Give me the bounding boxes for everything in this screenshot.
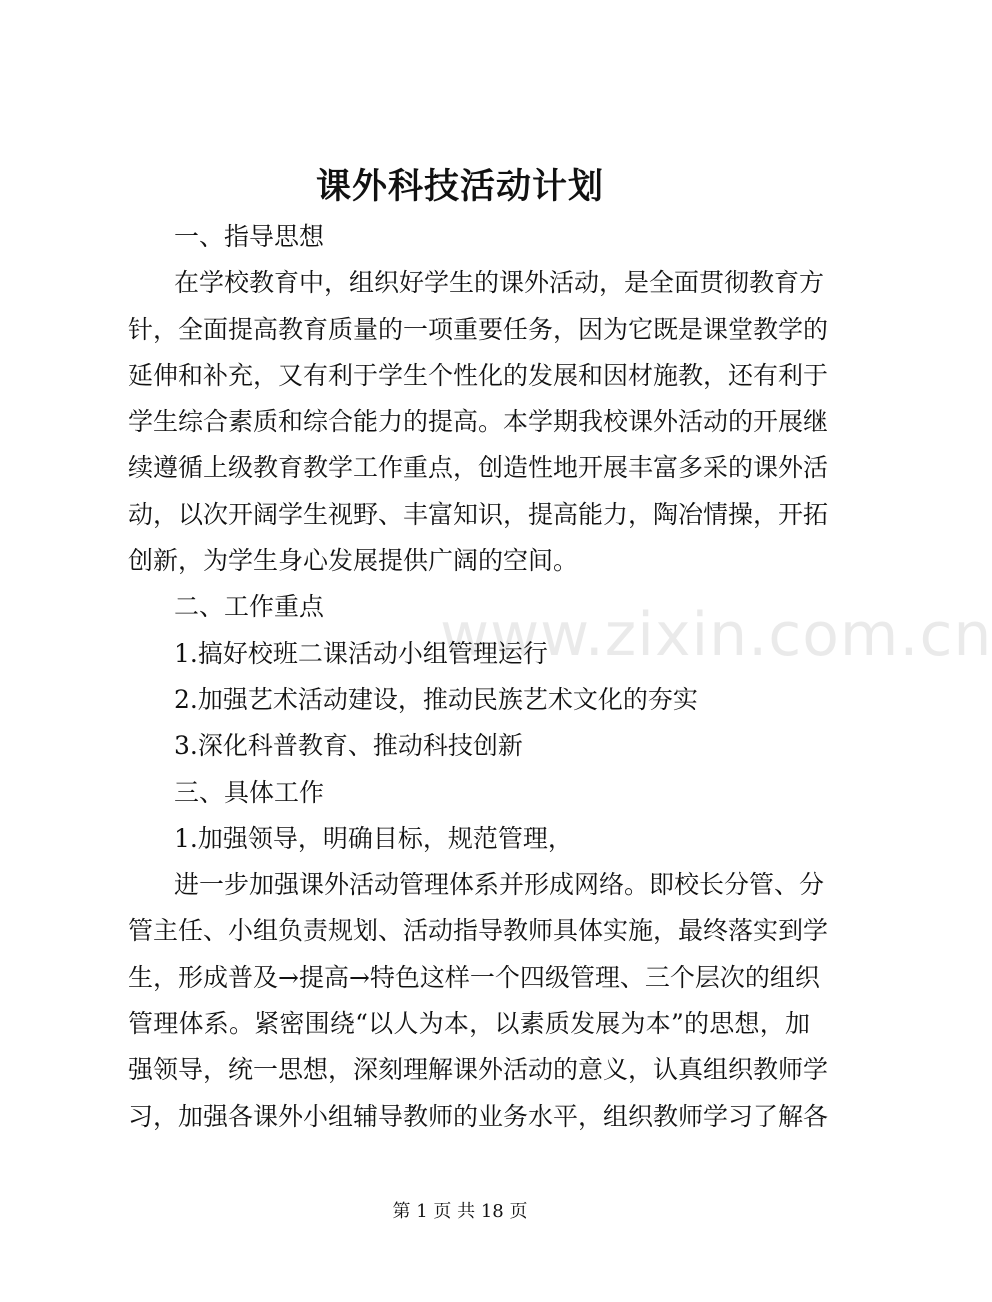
paragraph-line: 学生综合素质和综合能力的提高。本学期我校课外活动的开展继 — [128, 407, 829, 437]
paragraph-line: 动，以次开阔学生视野、丰富知识，提高能力，陶冶情操，开拓 — [128, 499, 829, 529]
paragraph-line: 延伸和补充，又有利于学生个性化的发展和因材施教，还有利于 — [128, 360, 829, 390]
paragraph-line: 管主任、小组负责规划、活动指导教师具体实施，最终落实到学 — [128, 916, 829, 946]
list-item: 3.深化科普教育、推动科技创新 — [174, 731, 523, 761]
list-item: 2.加强艺术活动建设，推动民族艺术文化的夯实 — [174, 684, 698, 714]
section-heading: 二、工作重点 — [174, 592, 325, 622]
document-title: 课外科技活动计划 — [315, 166, 604, 207]
paragraph-line: 生，形成普及→提高→特色这样一个四级管理、三个层次的组织 — [128, 962, 820, 992]
watermark: www.zixin.com.cn — [440, 600, 992, 670]
paragraph-line: 管理体系。紧密围绕“以人为本，以素质发展为本”的思想，加 — [128, 1009, 810, 1039]
paragraph-line: 习，加强各课外小组辅导教师的业务水平，组织教师学习了解各 — [128, 1101, 829, 1131]
paragraph-line: 在学校教育中，组织好学生的课外活动，是全面贯彻教育方 — [174, 268, 825, 298]
section-heading: 一、指导思想 — [174, 222, 325, 251]
document-body — [128, 214, 829, 1140]
paragraph-line: 针，全面提高教育质量的一项重要任务，因为它既是课堂教学的 — [128, 314, 829, 344]
section-heading: 三、具体工作 — [174, 777, 325, 807]
list-item: 1.加强领导，明确目标，规范管理， — [174, 823, 573, 853]
list-item: 1.搞好校班二课活动小组管理运行 — [174, 638, 548, 668]
paragraph-line: 创新，为学生身心发展提供广阔的空间。 — [128, 546, 579, 576]
paragraph-line: 续遵循上级教育教学工作重点，创造性地开展丰富多采的课外活 — [128, 453, 829, 483]
page-footer: 第 1 页 共 18 页 — [392, 1201, 528, 1222]
paragraph-line: 强领导，统一思想，深刻理解课外活动的意义，认真组织教师学 — [128, 1055, 829, 1085]
paragraph-line: 进一步加强课外活动管理体系并形成网络。即校长分管、分 — [174, 870, 825, 900]
